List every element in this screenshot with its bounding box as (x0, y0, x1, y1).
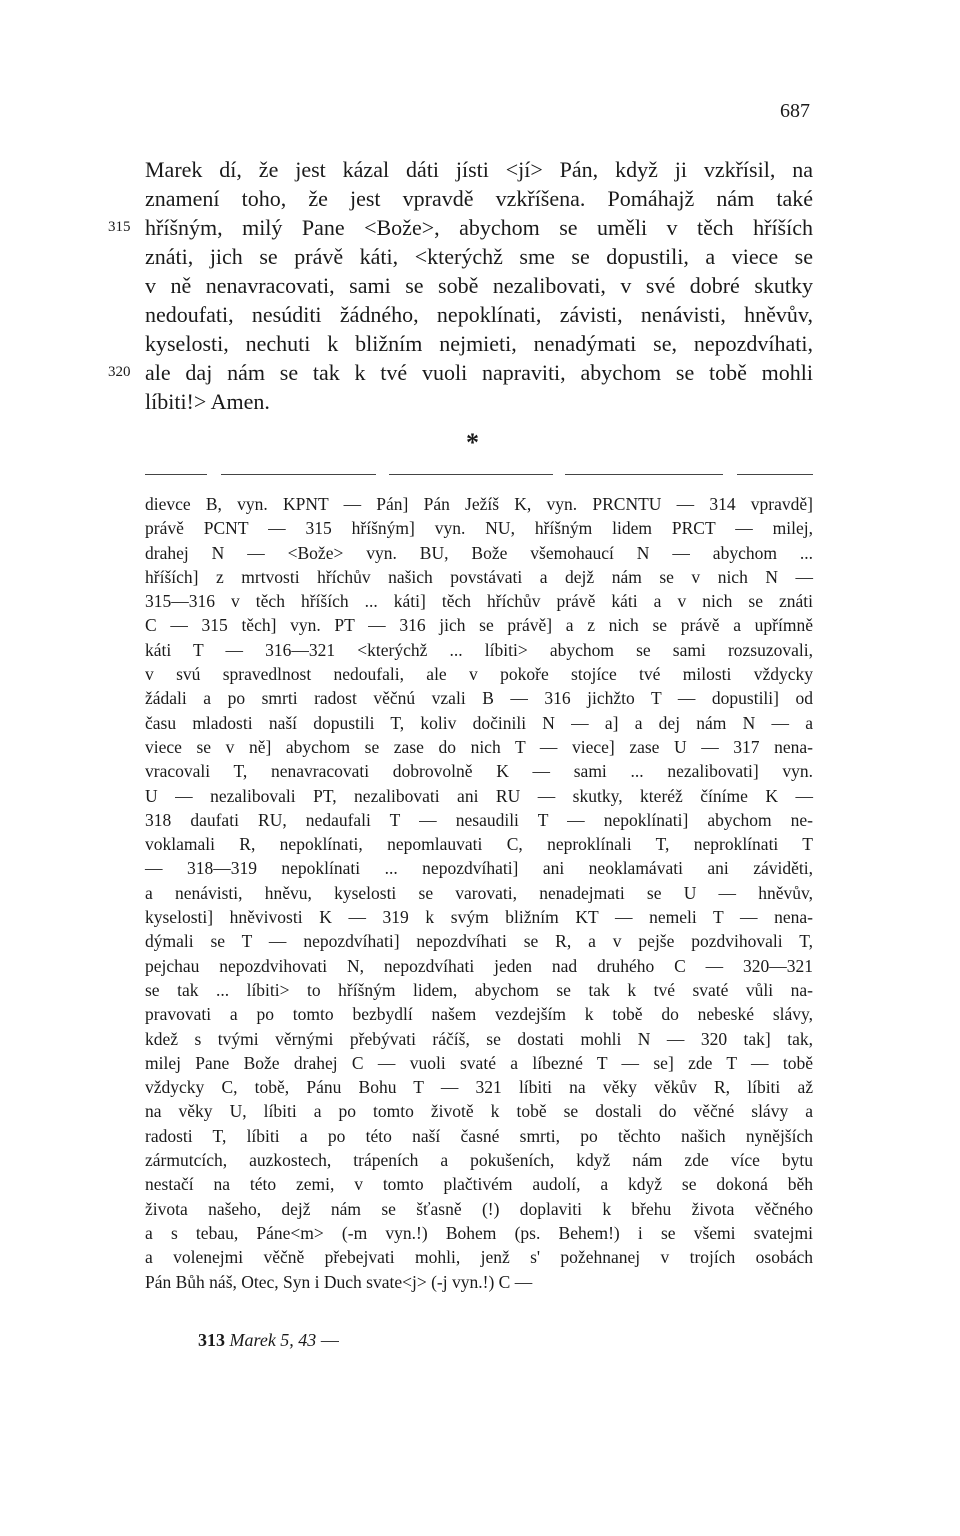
main-text-line-content: líbiti!> Amen. (145, 389, 270, 414)
apparatus-line: dýmali se T — nepozdvíhati] nepozdvíhati se R, a v pejše pozdvihovali T, (145, 931, 813, 952)
apparatus-line: milej Pane Bože drahej C — vuoli svaté a líbezné T — se] zde T — tobě (145, 1052, 813, 1073)
apparatus-line: kyselosti] hněvivosti K — 319 k svým bližním KT — nemeli T — nena- (145, 907, 813, 928)
main-text-line (108, 358, 813, 387)
line-number: 315 (108, 219, 131, 235)
main-text-line (145, 242, 813, 271)
separator-rule (221, 474, 376, 475)
page-number: 687 (780, 100, 810, 122)
apparatus-line: života našeho, dejž nám se šťasně (!) doplaviti k břehu života věčného (145, 1198, 813, 1219)
main-text-line-content: znáti, jich se právě káti, <kterýchž sme se dopustili, a viece se (145, 244, 813, 269)
main-text-line (108, 213, 813, 242)
apparatus-line: a nenávisti, hněvu, kyselosti se varovati, nenadejmati se U — hněvův, (145, 882, 813, 903)
apparatus-line: Pán Bůh náš, Otec, Syn i Duch svate<j> (-j vyn.!) C — (145, 1271, 533, 1292)
apparatus-line: U — nezalibovali PT, nezalibovati ani RU — skutky, kteréž číníme K — (145, 785, 813, 806)
separator-rule (389, 474, 553, 475)
apparatus-line: drahej N — <Bože> vyn. BU, Bože všemohaucí N — abychom ... (145, 542, 813, 563)
apparatus-line: zármutcích, auzkostech, trápeních a pokušeních, když nám zde více bytu (145, 1150, 813, 1171)
footnote-dash: — (320, 1330, 339, 1350)
apparatus-line: času mladosti naší dopustili T, koliv dočinili N — a] a dej nám N — a (145, 712, 813, 733)
apparatus-line: se tak ... líbiti> to hříšným lidem, abychom se tak k tvé svaté vůli na- (145, 979, 813, 1000)
main-text-line-content: nedoufati, nesúditi žádného, nepoklínati, závisti, nenávisti, hněvův, (145, 302, 813, 327)
main-text-line (145, 155, 813, 184)
apparatus-line: právě PCNT — 315 hříšným] vyn. NU, hříšným lidem PRCT — milej, (145, 518, 813, 539)
main-text-line-content: v ně nenavracovati, sami se sobě nezalibovati, v své dobré skutky (145, 273, 813, 298)
footnote-number: 313 (198, 1330, 225, 1350)
main-text-line-content: hříšným, milý Pane <Bože>, abychom se uměli v těch hříších (145, 215, 813, 240)
apparatus-line: kdež s tvými věrnými přebývati ráčíš, se dostati mohli N — 320 tak] tak, (145, 1028, 813, 1049)
main-text-line (145, 387, 813, 416)
main-text-line (145, 300, 813, 329)
footnote (198, 1330, 339, 1351)
apparatus-line: pejchau nepozdvihovati N, nepozdvíhati jeden nad druhého C — 320—321 (145, 955, 813, 976)
apparatus-line: vracovali T, nenavracovati dobrovolně K — sami ... nezalibovati] vyn. (145, 761, 813, 782)
apparatus-line: nestačí na této zemi, v tomto plačtivém audolí, a když se dokoná běh (145, 1174, 813, 1195)
main-text-line (145, 329, 813, 358)
apparatus-line: v svú spravedlnost nedoufali, ale v pokoře stojíce tvé milosti vždycky (145, 664, 813, 685)
main-text-line-content: kyselosti, nechuti k bližním nejmieti, nenadýmati se, nepozdvíhati, (145, 331, 813, 356)
apparatus-line: — 318—319 nepoklínati ... nepozdvíhati] ani neoklamávati ani záviděti, (145, 858, 813, 879)
apparatus-line: dievce B, vyn. KPNT — Pán] Pán Ježíš K, vyn. PRCNTU — 314 vpravdě] (145, 494, 813, 514)
main-text-line (145, 271, 813, 300)
apparatus-line: 318 daufati RU, nedaufali T — nesaudili T — nepoklínati] abychom ne- (145, 809, 813, 830)
footnote-reference: Marek 5, 43 (229, 1330, 317, 1350)
apparatus-line: C — 315 těch] vyn. PT — 316 jich se právě] a z nich se právě a upřímně (145, 615, 813, 636)
main-text-line-content: Marek dí, že jest kázal dáti jísti <jí> Pán, když ji vzkřísil, na (145, 157, 813, 182)
apparatus-line: hříších] z mrtvosti hříchův našich povstávati a dejž nám se v nich N — (145, 566, 813, 587)
main-text-line-content: ale daj nám se tak k tvé vuoli napraviti, abychom se tobě mohli (145, 360, 813, 385)
separator-rule (145, 474, 207, 475)
line-number: 320 (108, 364, 131, 380)
main-text (108, 155, 813, 416)
apparatus-line: 315—316 v těch hříších ... káti] těch hříchův právě káti a v nich se znáti (145, 591, 813, 612)
separator-rules (145, 474, 813, 478)
apparatus-line: viece se v ně] abychom se zase do nich T — viece] zase U — 317 nena- (145, 736, 813, 757)
apparatus-line: a volenejmi věčně přebejvati mohli, jenž s' požehnanej v trojích osobách (145, 1247, 813, 1268)
apparatus-line: žádali a po smrti radost věčnú vzali B — 316 jichžto T — dopustili] od (145, 688, 813, 709)
separator-rule (565, 474, 723, 475)
apparatus-line: radosti T, líbiti a po této naší časné smrti, po těchto našich nynějších (145, 1125, 813, 1146)
separator-rule (737, 474, 813, 475)
main-text-line (145, 184, 813, 213)
apparatus-line: a s tebau, Páne<m> (-m vyn.!) Bohem (ps. Behem!) i se všemi svatejmi (145, 1222, 813, 1243)
apparatus-line: káti T — 316—321 <kterýchž ... líbiti> abychom se sami rozsuzovali, (145, 639, 813, 660)
apparatus-line: na věky U, líbiti a po tomto životě k tobě se dostali do věčné slávy a (145, 1101, 813, 1122)
asterisk-ornament: * (466, 428, 479, 457)
apparatus-line: pravovati a po tomto bezbydlí našem vezdejším k tobě do nebeské slávy, (145, 1004, 813, 1025)
apparatus-line: voklamali R, nepoklínati, nepomlauvati C, neproklínali T, neproklínati T (145, 834, 813, 855)
apparatus-line: vždycky C, tobě, Pánu Bohu T — 321 líbiti na věky věkův R, líbiti až (145, 1077, 813, 1098)
main-text-line-content: znamení toho, že jest vpravdě vzkříšena. Pomáhajž nám také (145, 186, 813, 211)
critical-apparatus (145, 492, 813, 1294)
